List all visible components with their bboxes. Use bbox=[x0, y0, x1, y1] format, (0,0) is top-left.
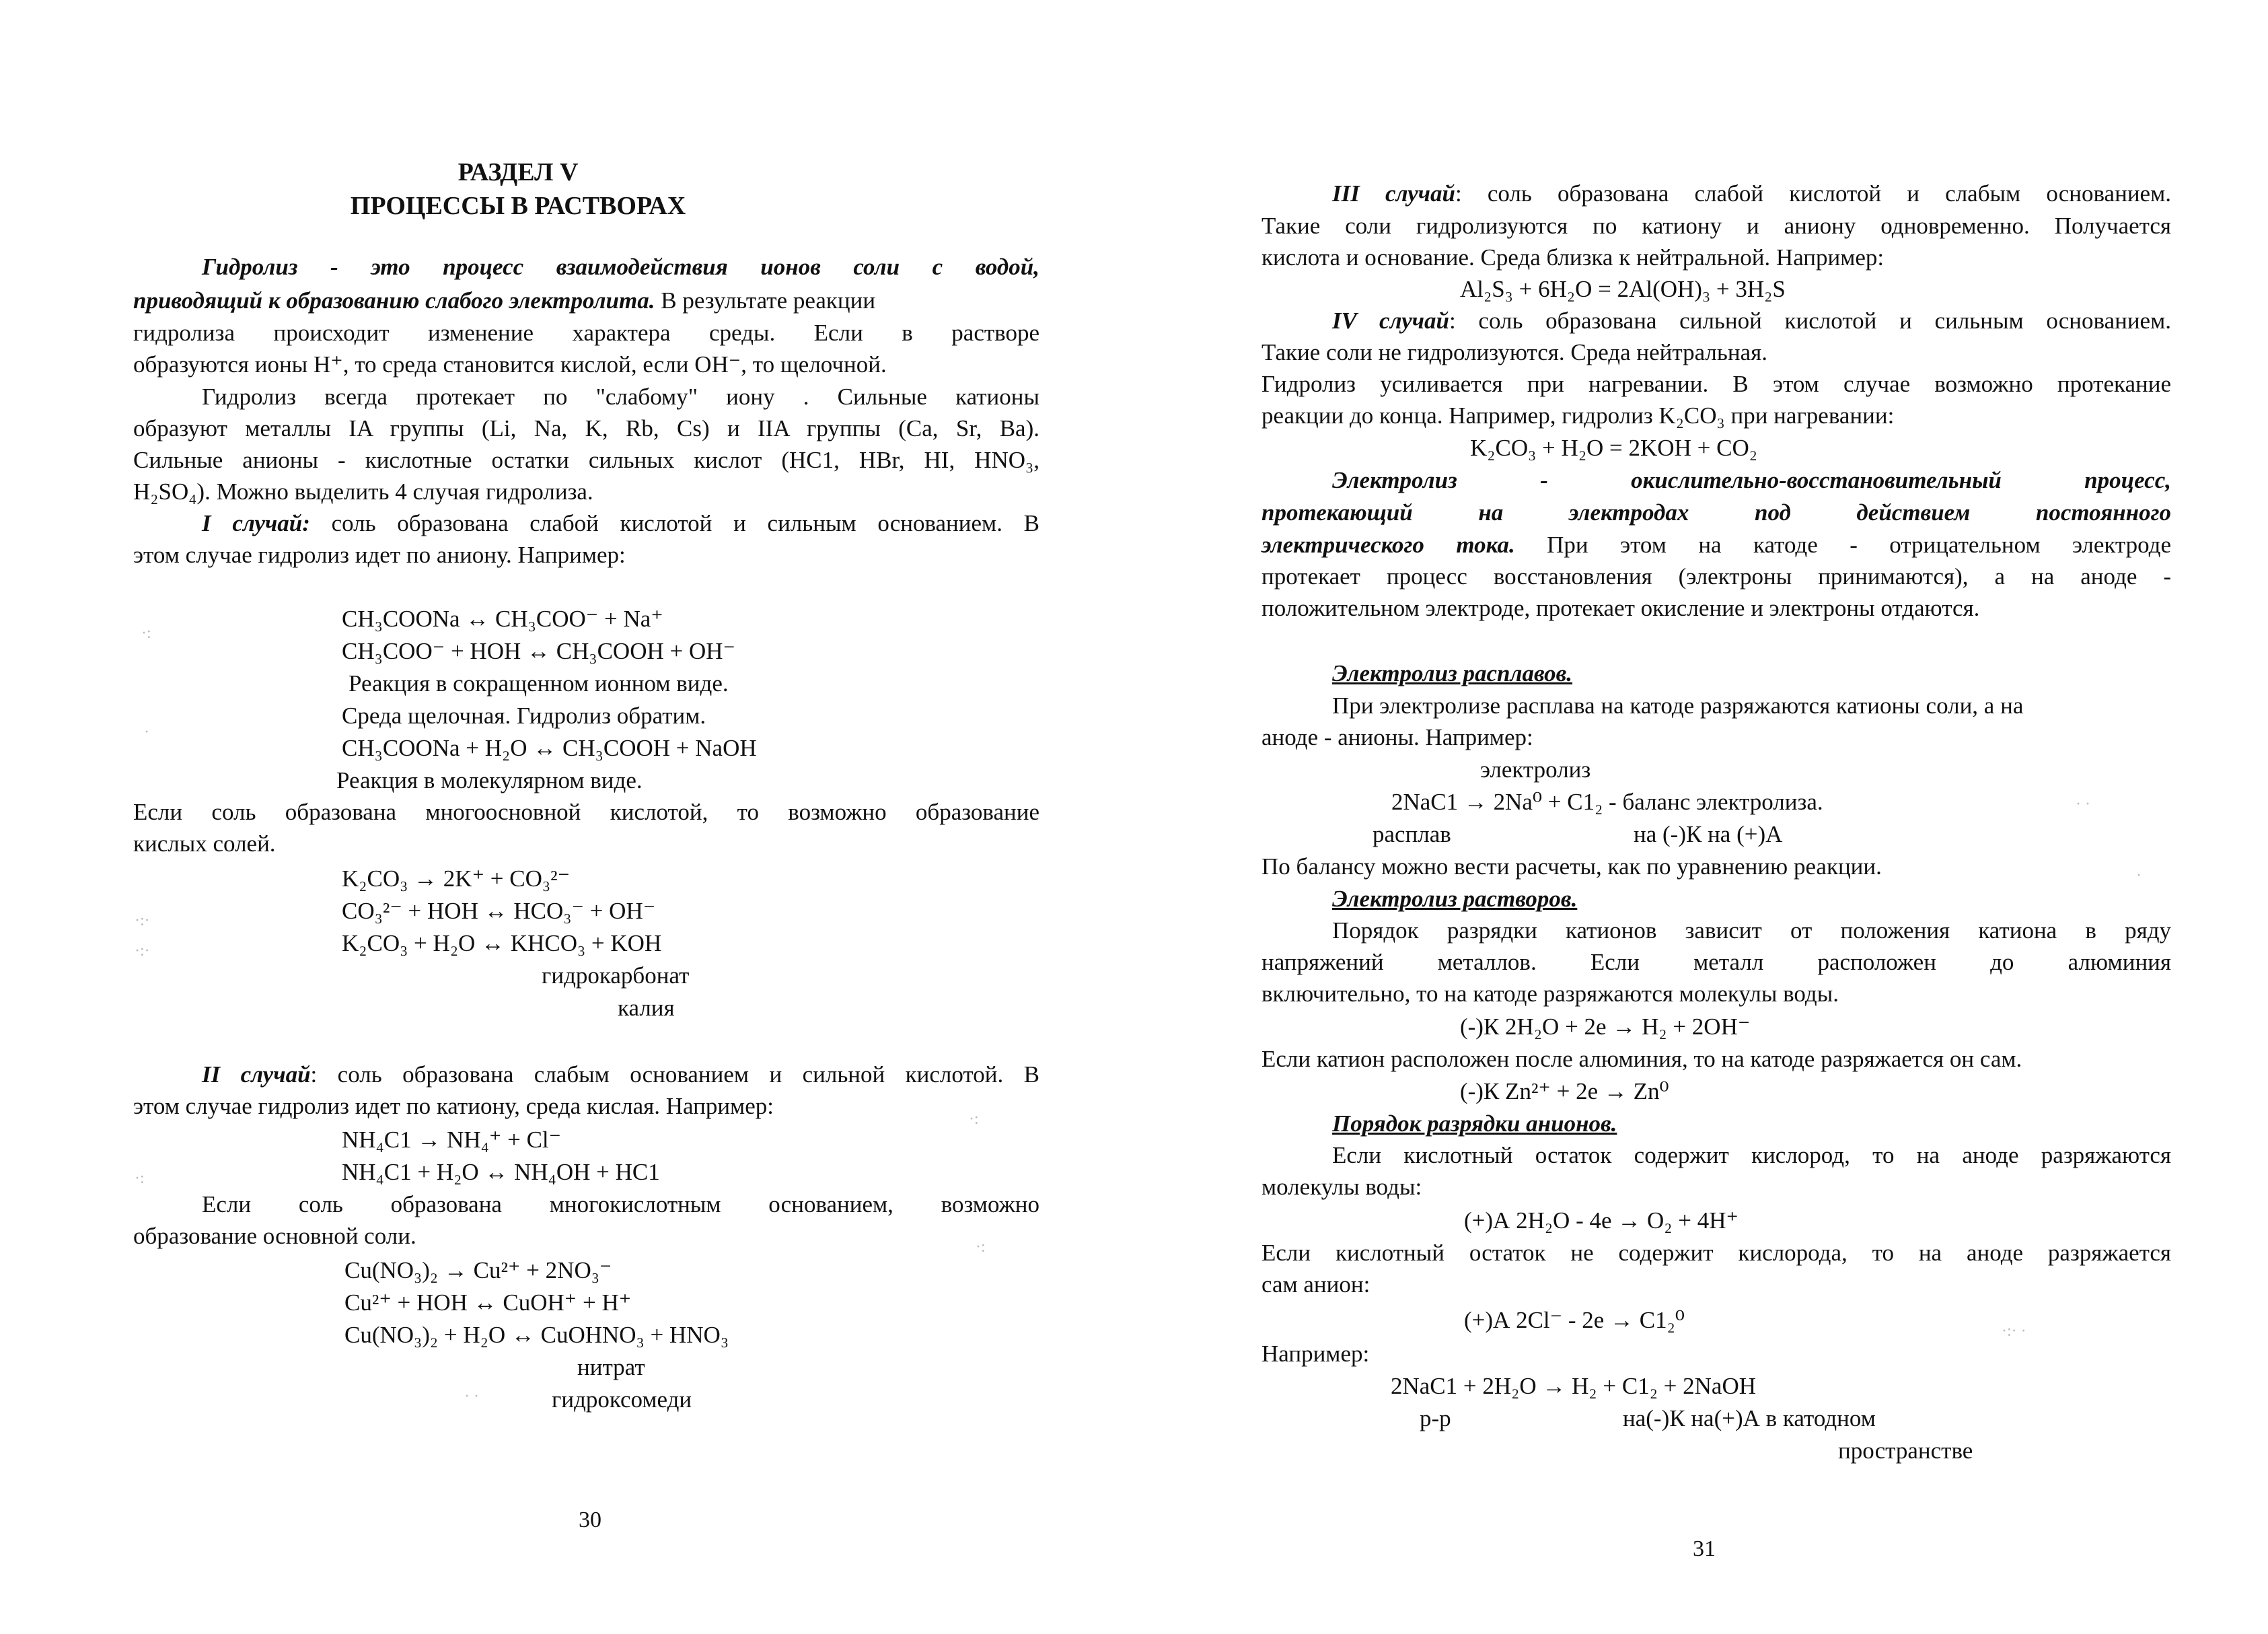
scan-speck: · bbox=[2136, 867, 2142, 884]
paragraph-line: По балансу можно вести расчеты, как по уравнению реакции. bbox=[1261, 853, 1882, 880]
equation: Al₂S₃ + 6H₂O = 2Al(OH)₃ + 3H₂S bbox=[1460, 276, 1786, 302]
right-page bbox=[1137, 0, 2268, 1634]
paragraph-line: аноде - анионы. Например: bbox=[1261, 724, 1533, 750]
scan-speck: ·:· bbox=[135, 912, 150, 929]
equation: K₂CO₃ → 2K⁺ + CO₃²⁻ bbox=[342, 865, 571, 892]
paragraph-line: этом случае гидролиз идет по катиону, среда кислая. Например: bbox=[133, 1093, 774, 1119]
paragraph-line: Гидролиз всегда протекает по "слабому" иону . Сильные катионы bbox=[202, 384, 1039, 410]
equation: Cu(NO₃)₂ + H₂O ↔ CuOHNO₃ + HNO₃ bbox=[344, 1322, 729, 1348]
electrolysis-definition-line: протекающий на электродах под действием постоянного bbox=[1261, 499, 2171, 526]
paragraph-line: Такие соли гидролизуются по катиону и аниону одновременно. Получается bbox=[1261, 213, 2171, 239]
paragraph-line: гидролиза происходит изменение характера среды. Если в растворе bbox=[133, 320, 1039, 346]
equation: NH₄C1 → NH₄⁺ + Cl⁻ bbox=[342, 1127, 562, 1153]
example-label: Например: bbox=[1261, 1341, 1370, 1367]
paragraph-line: Если соль образована многокислотным основанием, возможно bbox=[202, 1191, 1039, 1217]
case-2-line: II случай: соль образована слабым основанием и сильной кислотой. В bbox=[202, 1061, 1039, 1088]
hydrolysis-definition-line: Гидролиз - это процесс взаимодействия ионов соли с водой, bbox=[202, 254, 1039, 280]
case-4-line: IV случай: соль образована сильной кислотой и сильным основанием. bbox=[1332, 308, 2171, 334]
paragraph-line: напряжений металлов. Если металл расположен до алюминия bbox=[1261, 949, 2171, 975]
scan-speck: ·: bbox=[969, 1110, 979, 1128]
page-number: 30 bbox=[579, 1507, 601, 1532]
paragraph-line: Если катион расположен после алюминия, то на катоде разряжается он сам. bbox=[1261, 1046, 2022, 1072]
equation: K₂CO₃ + H₂O = 2KOH + CO₂ bbox=[1470, 435, 1757, 461]
equation: (-)К 2H₂O + 2e → H₂ + 2OH⁻ bbox=[1460, 1014, 1751, 1040]
compound-name: гидроксомеди bbox=[552, 1386, 692, 1413]
case-1-line: I случай: соль образована слабой кислотой и сильным основанием. В bbox=[202, 510, 1039, 536]
scan-speck: ·:· bbox=[135, 942, 150, 960]
paragraph-line: Сильные анионы - кислотные остатки сильных кислот (HC1, HBr, HI, HNO₃, bbox=[133, 447, 1039, 473]
equation: (+)А 2Cl⁻ - 2e → C1₂⁰ bbox=[1464, 1307, 1685, 1333]
paragraph-line: протекает процесс восстановления (электроны принимаются), а на аноде - bbox=[1261, 563, 2171, 590]
paragraph-line: При электролизе расплава на катоде разряжаются катионы соли, а на bbox=[1332, 692, 2024, 719]
scan-speck: · · bbox=[464, 1388, 479, 1405]
case-3-line: III случай: соль образована слабой кислотой и слабым основанием. bbox=[1332, 180, 2171, 207]
equation: (+)А 2H₂O - 4e → O₂ + 4H⁺ bbox=[1464, 1207, 1739, 1234]
scan-speck: ·:· · bbox=[2002, 1322, 2026, 1340]
page-number: 31 bbox=[1693, 1536, 1716, 1561]
equation: CH₃COONa + H₂O ↔ CH₃COOH + NaOH bbox=[342, 735, 757, 761]
melt-heading: Электролиз расплавов. bbox=[1332, 660, 1573, 686]
equation-subscript-label: расплав bbox=[1373, 821, 1451, 847]
paragraph-line: Гидролиз усиливается при нагревании. В этом случае возможно протекание bbox=[1261, 371, 2171, 397]
paragraph-line: H₂SO₄). Можно выделить 4 случая гидролиза. bbox=[133, 478, 593, 505]
equation: Cu(NO₃)₂ → Cu²⁺ + 2NO₃⁻ bbox=[344, 1257, 612, 1283]
scan-speck: ·: bbox=[135, 1170, 145, 1187]
equation-subscript-label: р-р bbox=[1420, 1405, 1451, 1431]
paragraph-line: Такие соли не гидролизуются. Среда нейтральная. bbox=[1261, 339, 1767, 365]
equation: Cu²⁺ + HOH ↔ CuOH⁺ + H⁺ bbox=[344, 1289, 632, 1316]
equation: CO₃²⁻ + HOH ↔ HCO₃⁻ + OH⁻ bbox=[342, 898, 656, 924]
paragraph-line: кислых солей. bbox=[133, 830, 276, 857]
paragraph-line: включительно, то на катоде разряжаются молекулы воды. bbox=[1261, 981, 1839, 1007]
electrolysis-definition-line: электрического тока. При этом на катоде - отрицательном электроде bbox=[1261, 532, 2171, 558]
equation: 2NaC1 → 2Na⁰ + C1₂ - баланс электролиза. bbox=[1391, 789, 1823, 815]
equation: CH₃COO⁻ + HOH ↔ CH₃COOH + OH⁻ bbox=[342, 638, 736, 664]
electrolysis-definition-line: Электролиз - окислительно-восстановительный процесс, bbox=[1332, 467, 2171, 493]
equation-note: Реакция в сокращенном ионном виде. bbox=[349, 670, 729, 697]
compound-name: калия bbox=[618, 995, 675, 1021]
equation: NH₄C1 + H₂O ↔ NH₄OH + HC1 bbox=[342, 1159, 660, 1185]
paragraph-line: Порядок разрядки катионов зависит от положения катиона в ряду bbox=[1332, 917, 2171, 944]
hydrolysis-definition-line: приводящий к образованию слабого электролита. В результате реакции bbox=[133, 287, 876, 314]
equation: K₂CO₃ + H₂O ↔ KHCO₃ + KOH bbox=[342, 930, 662, 956]
equation-note: Среда щелочная. Гидролиз обратим. bbox=[342, 703, 706, 729]
paragraph-line: Если соль образована многоосновной кислотой, то возможно образование bbox=[133, 799, 1039, 825]
paragraph-line: кислота и основание. Среда близка к нейтральной. Например: bbox=[1261, 244, 1885, 271]
arrow-label: электролиз bbox=[1480, 756, 1591, 783]
scan-speck: ·: bbox=[976, 1238, 986, 1256]
compound-name: нитрат bbox=[577, 1354, 645, 1380]
equation: CH₃COONa ↔ CH₃COO⁻ + Na⁺ bbox=[342, 606, 663, 632]
section-heading: РАЗДЕЛ V bbox=[458, 158, 579, 186]
paragraph-line: этом случае гидролиз идет по аниону. Например: bbox=[133, 542, 626, 568]
anion-heading: Порядок разрядки анионов. bbox=[1332, 1110, 1617, 1137]
paragraph-line: сам анион: bbox=[1261, 1271, 1370, 1298]
paragraph-line: молекулы воды: bbox=[1261, 1174, 1422, 1200]
equation: 2NaC1 + 2H₂O → H₂ + C1₂ + 2NaOH bbox=[1391, 1373, 1757, 1399]
compound-name: гидрокарбонат bbox=[542, 962, 690, 989]
paragraph-line: образуют металлы IA группы (Li, Na, K, Rb, Cs) и IIA группы (Ca, Sr, Ba). bbox=[133, 415, 1039, 441]
paragraph-line: образование основной соли. bbox=[133, 1223, 416, 1249]
paragraph-line: образуются ионы H⁺, то среда становится кислой, если OH⁻, то щелочной. bbox=[133, 351, 887, 378]
paragraph-line: Если кислотный остаток не содержит кислорода, то на аноде разряжается bbox=[1261, 1240, 2171, 1266]
equation-note: Реакция в молекулярном виде. bbox=[336, 767, 643, 793]
equation-subscript-label: на (-)К на (+)А bbox=[1634, 821, 1783, 847]
paragraph-line: Если кислотный остаток содержит кислород, то на аноде разряжаются bbox=[1332, 1142, 2171, 1168]
scan-speck: · · bbox=[2076, 795, 2090, 813]
equation-subscript-label: пространстве bbox=[1838, 1437, 1973, 1464]
equation: (-)К Zn²⁺ + 2e → Zn⁰ bbox=[1460, 1078, 1669, 1104]
section-subheading: ПРОЦЕССЫ В РАСТВОРАХ bbox=[350, 192, 686, 220]
scan-speck: ·: bbox=[141, 625, 151, 642]
scan-speck: · bbox=[144, 723, 149, 741]
solution-heading: Электролиз растворов. bbox=[1332, 886, 1578, 912]
equation-subscript-label: на(-)К на(+)А в катодном bbox=[1623, 1405, 1876, 1431]
paragraph-line: положительном электроде, протекает окисление и электроны отдаются. bbox=[1261, 595, 1980, 621]
paragraph-line: реакции до конца. Например, гидролиз K₂CO₃ при нагревании: bbox=[1261, 402, 1895, 429]
